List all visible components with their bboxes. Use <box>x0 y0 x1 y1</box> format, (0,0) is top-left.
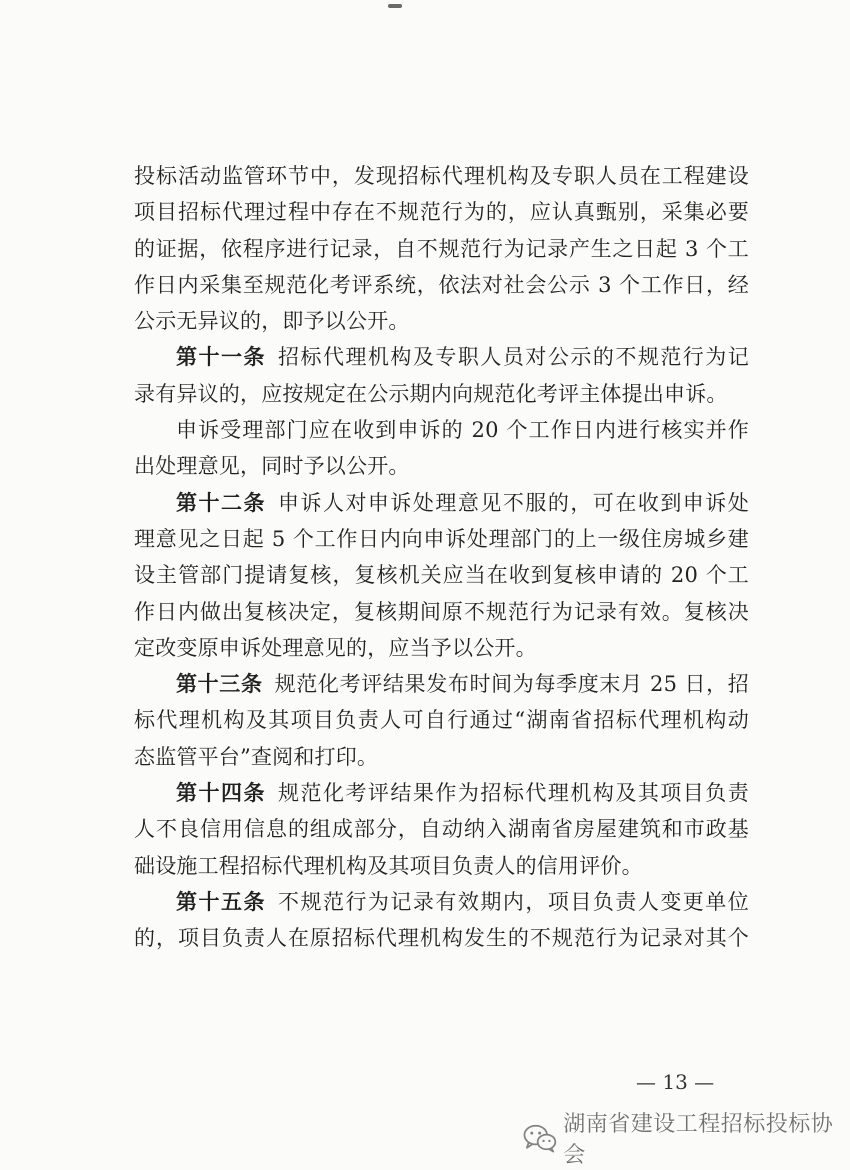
article-11-first-line <box>134 339 749 375</box>
article-15-first-line <box>134 884 749 920</box>
scan-mark <box>388 4 402 8</box>
text-line: 的，项目负责人在原招标代理机构发生的不规范行为记录对其个 <box>134 926 749 951</box>
article-14-first-line <box>134 775 749 811</box>
article-text: 招标代理机构及专职人员对公示的不规范行为记 <box>277 345 749 370</box>
document-body <box>134 158 749 957</box>
text-line: 录有异议的，应按规定在公示期内向规范化考评主体提出申诉。 <box>134 381 728 406</box>
page-number: — 13 — <box>636 1070 715 1094</box>
article-heading: 第十三条 <box>176 672 263 697</box>
text-line: 人不良信用信息的组成部分，自动纳入湖南省房屋建筑和市政基 <box>134 817 749 842</box>
text-line: 态监管平台”查阅和打印。 <box>134 744 379 769</box>
text-line: 定改变原申诉处理意见的，应当予以公开。 <box>134 635 537 660</box>
watermark <box>522 1112 850 1168</box>
text-line: 标代理机构及其项目负责人可自行通过“湖南省招标代理机构动 <box>134 708 749 733</box>
text-line: 投标活动监管环节中，发现招标代理机构及专职人员在工程建设 <box>134 164 749 188</box>
text-line: 作日内采集至规范化考评系统，依法对社会公示 3 个工作日，经 <box>134 272 749 297</box>
text-line: 出处理意见，同时予以公开。 <box>134 454 410 479</box>
text-line: 础设施工程招标代理机构及其项目负责人的信用评价。 <box>134 853 643 878</box>
article-text: 规范化考评结果作为招标代理机构及其项目负责 <box>277 781 749 806</box>
text-line: 项目招标代理过程中存在不规范行为的，应认真甄别，采集必要 <box>134 200 749 225</box>
watermark-label: 湖南省建设工程招标投标协会 <box>563 1112 834 1168</box>
article-heading: 第十四条 <box>176 781 266 806</box>
article-heading: 第十二条 <box>176 490 266 515</box>
article-text: 申诉人对申诉处理意见不服的，可在收到申诉处 <box>277 490 749 515</box>
text-line: 理意见之日起 5 个工作日内向申诉处理部门的上一级住房城乡建 <box>134 526 749 551</box>
text-line: 作日内做出复核决定，复核期间原不规范行为记录有效。复核决 <box>134 599 749 624</box>
text-line: 申诉受理部门应在收到申诉的 20 个工作日内进行核实并作 <box>176 418 749 443</box>
article-heading: 第十一条 <box>176 345 266 370</box>
text-line: 公示无异议的，即予以公开。 <box>134 309 410 334</box>
article-text: 规范化考评结果发布时间为每季度末月 25 日，招 <box>274 672 749 697</box>
article-12-first-line <box>134 485 749 521</box>
wechat-icon <box>522 1123 557 1153</box>
text-line: 的证据，依程序进行记录，自不规范行为记录产生之日起 3 个工 <box>134 236 749 261</box>
article-13-first-line <box>134 666 749 702</box>
article-heading: 第十五条 <box>176 889 266 914</box>
article-text: 不规范行为记录有效期内，项目负责人变更单位 <box>277 889 749 914</box>
text-line: 设主管部门提请复核，复核机关应当在收到复核申请的 20 个工 <box>134 563 749 588</box>
